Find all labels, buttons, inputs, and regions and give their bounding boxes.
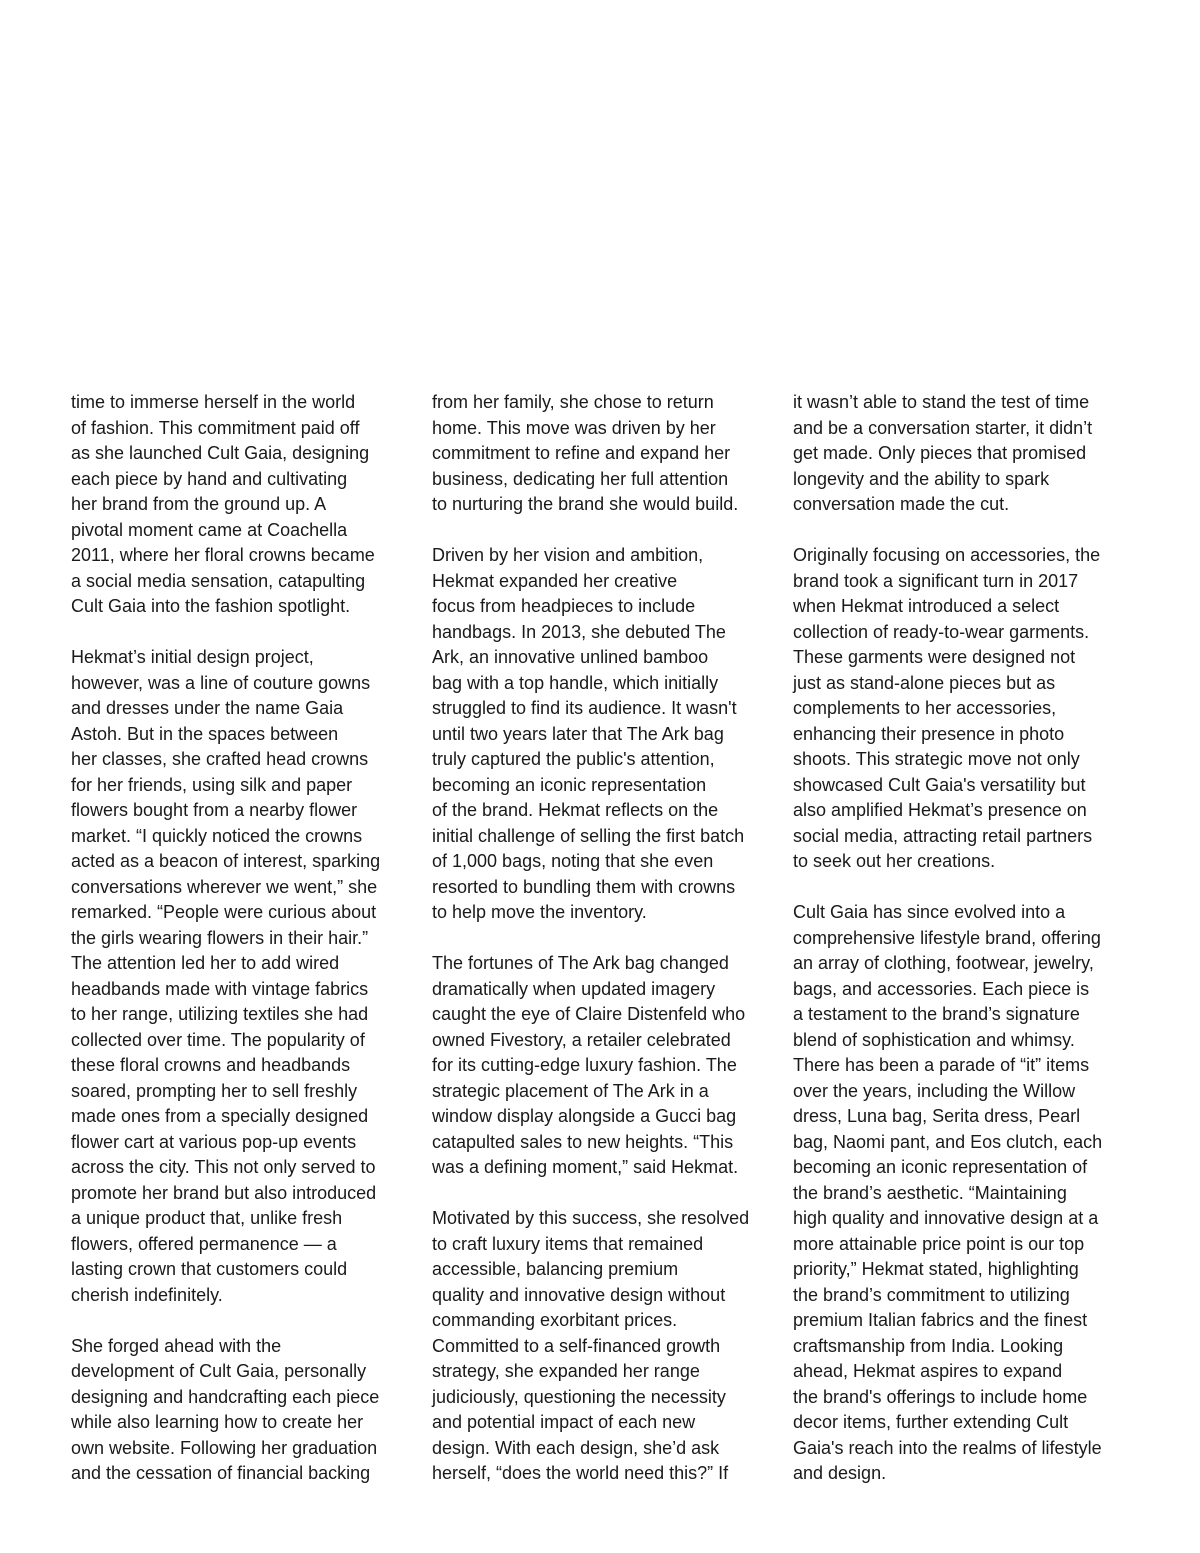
article-column-1 <box>71 390 416 1512</box>
paragraph: Hekmat’s initial design project, however, was a line of couture gowns and dresses under the name Gaia Astoh. But in the spaces between her classes, she crafted head crowns for her friends, using silk and paper flowers bought from a nearby flower market. “I quickly noticed the crowns acted as a beacon of interest, sparking conversations wherever we went,” she remarked. “People were curious about the girls wearing flowers in their hair.” The attention led her to add wired headbands made with vintage fabrics to her range, utilizing textiles she had collected over time. The popularity of these floral crowns and headbands soared, prompting her to sell freshly made ones from a specially designed flower cart at various pop-up events across the city. This not only served to promote her brand but also introduced a unique product that, unlike fresh flowers, offered permanence — a lasting crown that customers could cherish indefinitely. <box>71 647 381 1305</box>
paragraph: Cult Gaia has since evolved into a comprehensive lifestyle brand, offering an array of clothing, footwear, jewelry, bags, and accessories. Each piece is a testament to the brand’s signature blend of sophistication and whimsy. There has been a parade of “it” items over the years, including the Willow dress, Luna bag, Serita dress, Pearl bag, Naomi pant, and Eos clutch, each becoming an iconic representation of the brand’s aesthetic. “Maintaining high quality and innovative design at a more attainable price point is our top priority,” Hekmat stated, highlighting the brand’s commitment to utilizing premium Italian fabrics and the finest craftsmanship from India. Looking ahead, Hekmat aspires to expand the brand's offerings to include home decor items, further extending Cult Gaia's reach into the realms of lifestyle and design. <box>793 902 1103 1483</box>
paragraph: Driven by her vision and ambition, Hekmat expanded her creative focus from headpieces to include handbags. In 2013, she debuted The Ark, an innovative unlined bamboo bag with a top handle, which initially struggled to find its audience. It wasn't until two years later that The Ark bag truly captured the public's attention, becoming an iconic representation of the brand. Hekmat reflects on the initial challenge of selling the first batch of 1,000 bags, noting that she even resorted to bundling them with crowns to help move the inventory. <box>432 545 745 922</box>
article-column-2 <box>432 390 777 1512</box>
paragraph: it wasn’t able to stand the test of time and be a conversation starter, it didn’t get made. Only pieces that promised longevity and the ability to spark conversation made the cut. <box>793 392 1093 514</box>
paragraph: Motivated by this success, she resolved to craft luxury items that remained accessible, balancing premium quality and innovative design without commanding exorbitant prices. Committed to a self-financed growth strategy, she expanded her range judiciously, questioning the necessity and potential impact of each new design. With each design, she’d ask herself, “does the world need this?” If <box>432 1208 750 1483</box>
paragraph: time to immerse herself in the world of fashion. This commitment paid off as she launched Cult Gaia, designing each piece by hand and cultivating her brand from the ground up. A pivotal moment came at Coachella 2011, where her floral crowns became a social media sensation, catapulting Cult Gaia into the fashion spotlight. <box>71 392 375 616</box>
article-column-3 <box>793 390 1138 1512</box>
paragraph: from her family, she chose to return home. This move was driven by her commitment to refine and expand her business, dedicating her full attention to nurturing the brand she would build. <box>432 392 739 514</box>
paragraph: Originally focusing on accessories, the brand took a significant turn in 2017 when Hekmat introduced a select collection of ready-to-wear garments. These garments were designed not just as stand-alone pieces but as complements to her accessories, enhancing their presence in photo shoots. This strategic move not only showcased Cult Gaia's versatility but also amplified Hekmat’s presence on social media, attracting retail partners to seek out her creations. <box>793 545 1101 871</box>
paragraph: She forged ahead with the development of Cult Gaia, personally designing and handcrafting each piece while also learning how to create her own website. Following her graduation and the cessation of financial backing <box>71 1335 380 1483</box>
paragraph: The fortunes of The Ark bag changed dramatically when updated imagery caught the eye of Claire Distenfeld who owned Fivestory, a retailer celebrated for its cutting-edge luxury fashion. The strategic placement of The Ark in a window display alongside a Gucci bag catapulted sales to new heights. “This was a defining moment,” said Hekmat. <box>432 953 746 1177</box>
